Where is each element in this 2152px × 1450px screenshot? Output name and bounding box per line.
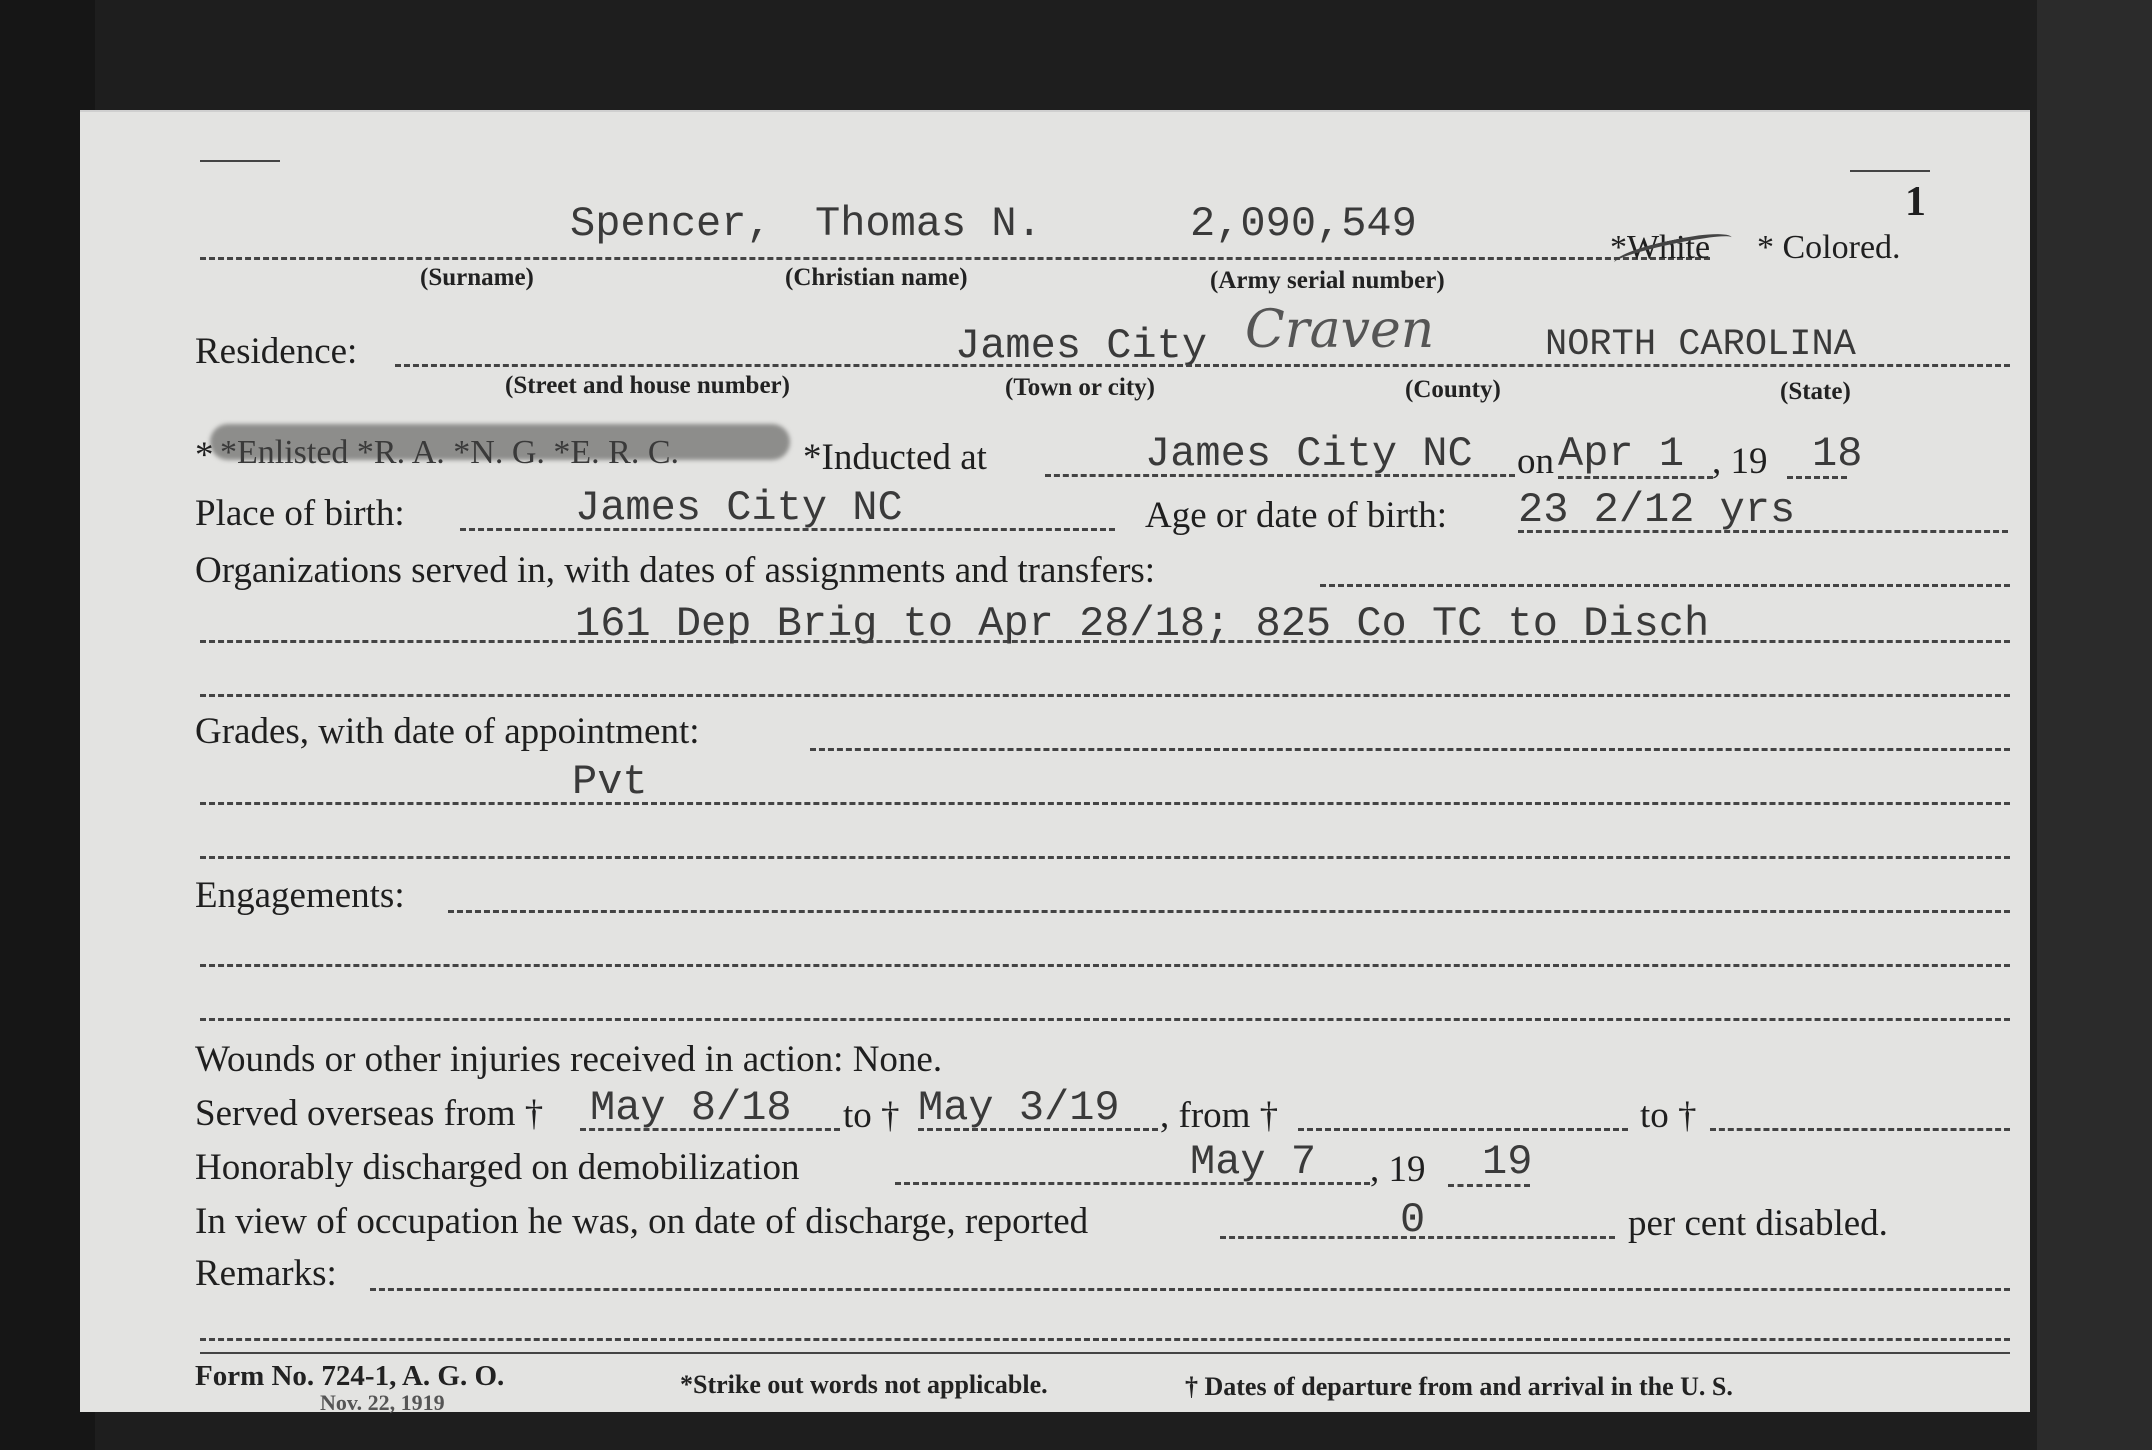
residence-county-value: Craven [1245,300,1435,360]
race-white-label: *White [1610,229,1711,266]
christian-name-caption: (Christian name) [785,264,968,291]
card-number: 1 [1905,179,1926,225]
discharge-year-value: 19 [1482,1138,1533,1186]
age-line [1518,530,2008,533]
street-caption: (Street and house number) [505,372,790,399]
induction-year-value: 18 [1812,430,1863,478]
disability-value: 0 [1400,1196,1426,1244]
organizations-value: 161 Dep Brig to Apr 28/18; 825 Co TC to Disch [575,600,1710,648]
remarks-label: Remarks: [195,1253,337,1294]
race-colored-label: * Colored. [1757,229,1901,266]
residence-state-value: NORTH CAROLINA [1545,324,1856,366]
surname-value: Spencer, [570,200,772,248]
surname-caption: (Surname) [420,264,534,291]
engagements-label: Engagements: [195,875,405,916]
residence-line [395,364,2010,367]
serial-number-value: 2,090,549 [1190,200,1417,248]
grades-line-3 [200,856,2010,859]
age-value: 23 2/12 yrs [1518,486,1796,534]
discharge-year-prefix: , 19 [1370,1149,1426,1190]
overseas-from-line [580,1128,840,1131]
engagements-line-2 [200,964,2010,967]
overseas-from2-label: , from † [1160,1095,1279,1136]
form-date: Nov. 22, 1919 [320,1390,445,1415]
enlisted-options-label: *Enlisted *R. A. *N. G. *E. R. C. [220,434,680,471]
overseas-to-value: May 3/19 [918,1084,1120,1132]
grades-line-2 [200,802,2010,805]
discharge-date-value: May 7 [1190,1138,1317,1186]
form-number: Form No. 724-1, A. G. O. [195,1360,505,1392]
grades-line-1 [810,748,2010,751]
town-caption: (Town or city) [1005,374,1155,401]
inducted-at-label: *Inducted at [803,437,987,478]
place-of-birth-label: Place of birth: [195,493,405,534]
discharge-year-line [1448,1184,1530,1187]
organizations-line-1 [1320,584,2010,587]
remarks-line-2 [200,1338,2010,1341]
remarks-line-1 [370,1288,2010,1291]
induction-year-prefix: , 19 [1712,441,1768,482]
disability-label: In view of occupation he was, on date of discharge, reported [195,1201,1089,1242]
inducted-at-line [1045,474,1515,477]
grades-value: Pvt [572,758,648,806]
induction-on-label: on [1517,441,1554,482]
overseas-to2-line [1710,1128,2010,1131]
serial-caption: (Army serial number) [1210,267,1445,294]
overseas-to-line [918,1128,1158,1131]
place-of-birth-line [460,528,1115,531]
dates-note: † Dates of departure from and arrival in the U. S. [1185,1372,1733,1401]
induction-date-line [1558,476,1713,479]
service-record-card [80,110,2030,1415]
induction-year-line [1787,476,1847,479]
place-of-birth-value: James City NC [575,484,903,532]
overseas-to-label: to † [843,1095,900,1136]
wounds-label: Wounds or other injuries received in action: None. [195,1039,943,1080]
residence-label: Residence: [195,331,358,372]
induction-date-value: Apr 1 [1558,430,1685,478]
name-line [200,257,1710,260]
county-caption: (County) [1405,376,1501,403]
served-overseas-label: Served overseas from † [195,1093,544,1134]
overseas-to2-label: to † [1640,1095,1697,1136]
organizations-line-2 [200,640,2010,643]
residence-town-value: James City [955,322,1208,370]
state-caption: (State) [1780,378,1851,405]
engagements-line-3 [200,1018,2010,1021]
grades-label: Grades, with date of appointment: [195,711,700,752]
overseas-from-value: May 8/18 [590,1084,792,1132]
scanner-backdrop-right [2037,0,2152,1450]
top-right-rule [1850,170,1930,172]
organizations-label: Organizations served in, with dates of assignments and transfers: [195,550,1156,591]
footer-rule [200,1352,2010,1354]
disability-suffix: per cent disabled. [1628,1203,1888,1244]
strike-out-note: *Strike out words not applicable. [680,1370,1048,1399]
top-left-rule [200,160,280,162]
inducted-at-value: James City NC [1145,430,1473,478]
engagements-line-1 [448,910,2010,913]
christian-name-value: Thomas N. [815,200,1042,248]
age-label: Age or date of birth: [1145,495,1448,536]
overseas-from2-line [1298,1128,1628,1131]
organizations-line-3 [200,694,2010,697]
discharge-label: Honorably discharged on demobilization [195,1147,800,1188]
enlisted-asterisk: * [195,435,214,476]
